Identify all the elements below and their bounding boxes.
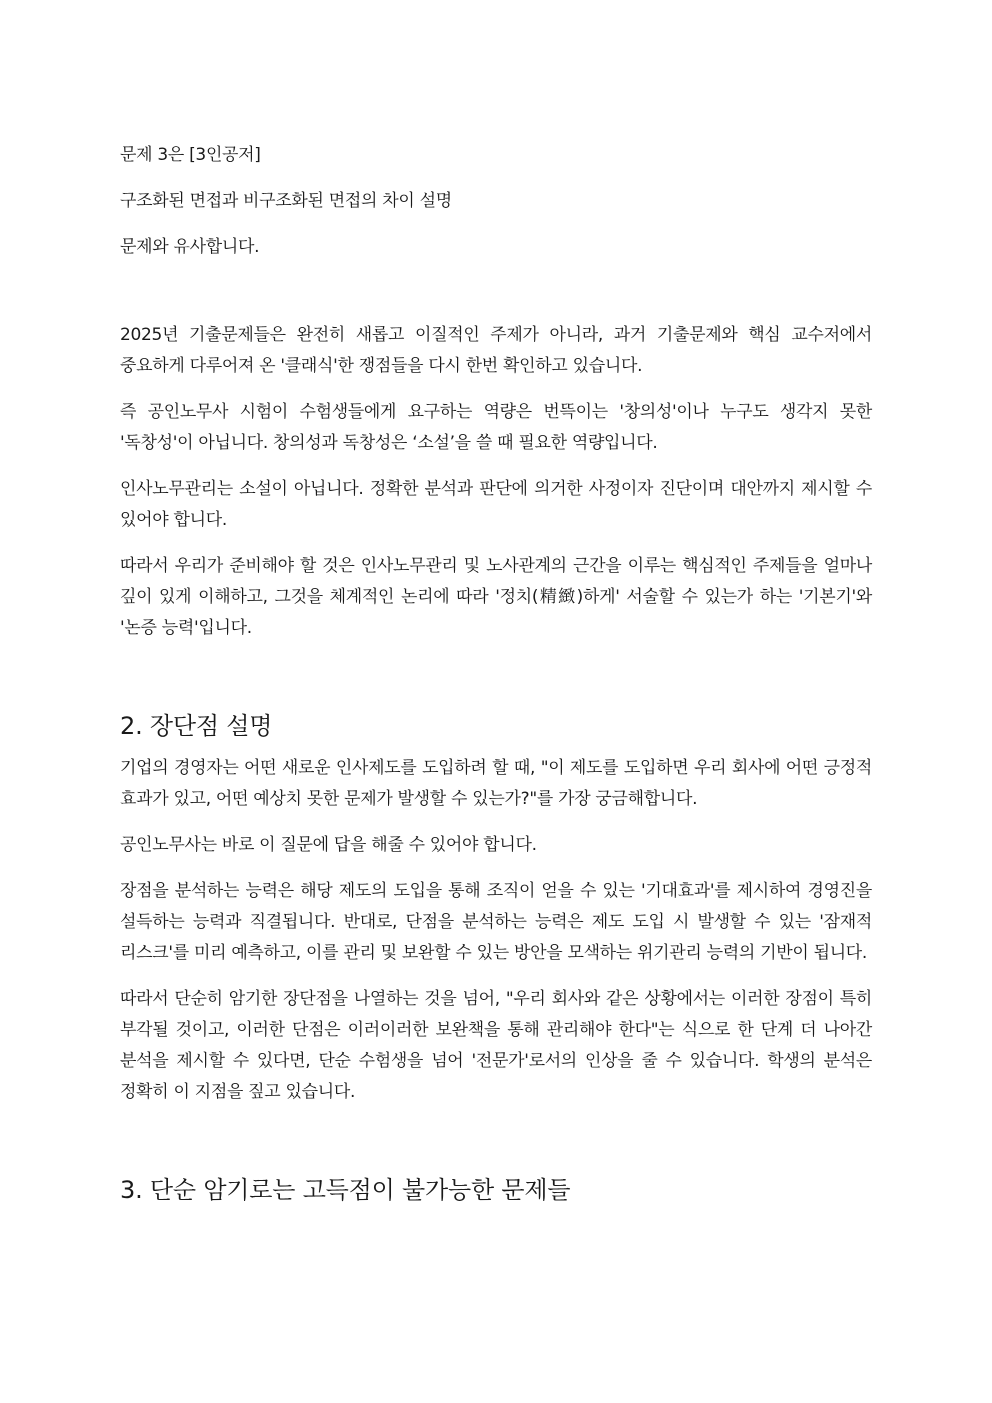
spacer	[120, 278, 872, 320]
paragraph: 인사노무관리는 소설이 아닙니다. 정확한 분석과 판단에 의거한 사정이자 진단이며 대안까지 제시할 수 있어야 합니다.	[120, 479, 872, 530]
section-heading: 3. 단순 암기로는 고득점이 불가능한 문제들	[120, 1176, 571, 1204]
paragraph: 기업의 경영자는 어떤 새로운 인사제도를 도입하려 할 때, "이 제도를 도입하면 우리 회사에 어떤 긍정적 효과가 있고, 어떤 예상치 못한 문제가 발생할 수 있는가?"를 가장 궁금해합니다.	[120, 758, 872, 809]
section-heading: 2. 장단점 설명	[120, 712, 273, 740]
paragraph: 따라서 단순히 암기한 장단점을 나열하는 것을 넘어, "우리 회사와 같은 상황에서는 이러한 장점이 특히 부각될 것이고, 이러한 단점은 이러이러한 보완책을 통해 관리해야 한다"는 식으로 한 단계 더 나아간 분석을 제시할 수 있다면, 단순 수험생을 넘어 '전문가'로서의 인상을 줄 수 있습니다. 학생의 분석은 정확히 이 지점을 짚고 있습니다.	[120, 989, 872, 1102]
paragraph: 장점을 분석하는 능력은 해당 제도의 도입을 통해 조직이 얻을 수 있는 '기대효과'를 제시하여 경영진을 설득하는 능력과 직결됩니다. 반대로, 단점을 분석하는 능력은 제도 도입 시 발생할 수 있는 '잠재적 리스크'를 미리 예측하고, 이를 관리 및 보완할 수 있는 방안을 모색하는 위기관리 능력의 기반이 됩니다.	[120, 881, 872, 963]
paragraph: 공인노무사는 바로 이 질문에 답을 해줄 수 있어야 합니다.	[120, 835, 537, 855]
intro-line-3: 문제와 유사합니다.	[120, 237, 260, 257]
paragraph: 2025년 기출문제들은 완전히 새롭고 이질적인 주제가 아니라, 과거 기출문제와 핵심 교수저에서 중요하게 다루어져 온 '클래식'한 쟁점들을 다시 한번 확인하고 있습니다.	[120, 325, 872, 376]
document-body	[120, 140, 872, 1217]
intro-line-2: 구조화된 면접과 비구조화된 면접의 차이 설명	[120, 191, 452, 211]
intro-line-1: 문제 3은 [3인공저]	[120, 145, 261, 165]
spacer	[120, 659, 872, 709]
spacer	[120, 1123, 872, 1173]
paragraph: 즉 공인노무사 시험이 수험생들에게 요구하는 역량은 번뜩이는 '창의성'이나 누구도 생각지 못한 '독창성'이 아닙니다. 창의성과 독창성은 ‘소설’을 쓸 때 필요한 역량입니다.	[120, 402, 872, 453]
paragraph: 따라서 우리가 준비해야 할 것은 인사노무관리 및 노사관계의 근간을 이루는 핵심적인 주제들을 얼마나 깊이 있게 이해하고, 그것을 체계적인 논리에 따라 '정치(精緻)하게' 서술할 수 있는가 하는 '기본기'와 '논증 능력'입니다.	[120, 556, 872, 638]
